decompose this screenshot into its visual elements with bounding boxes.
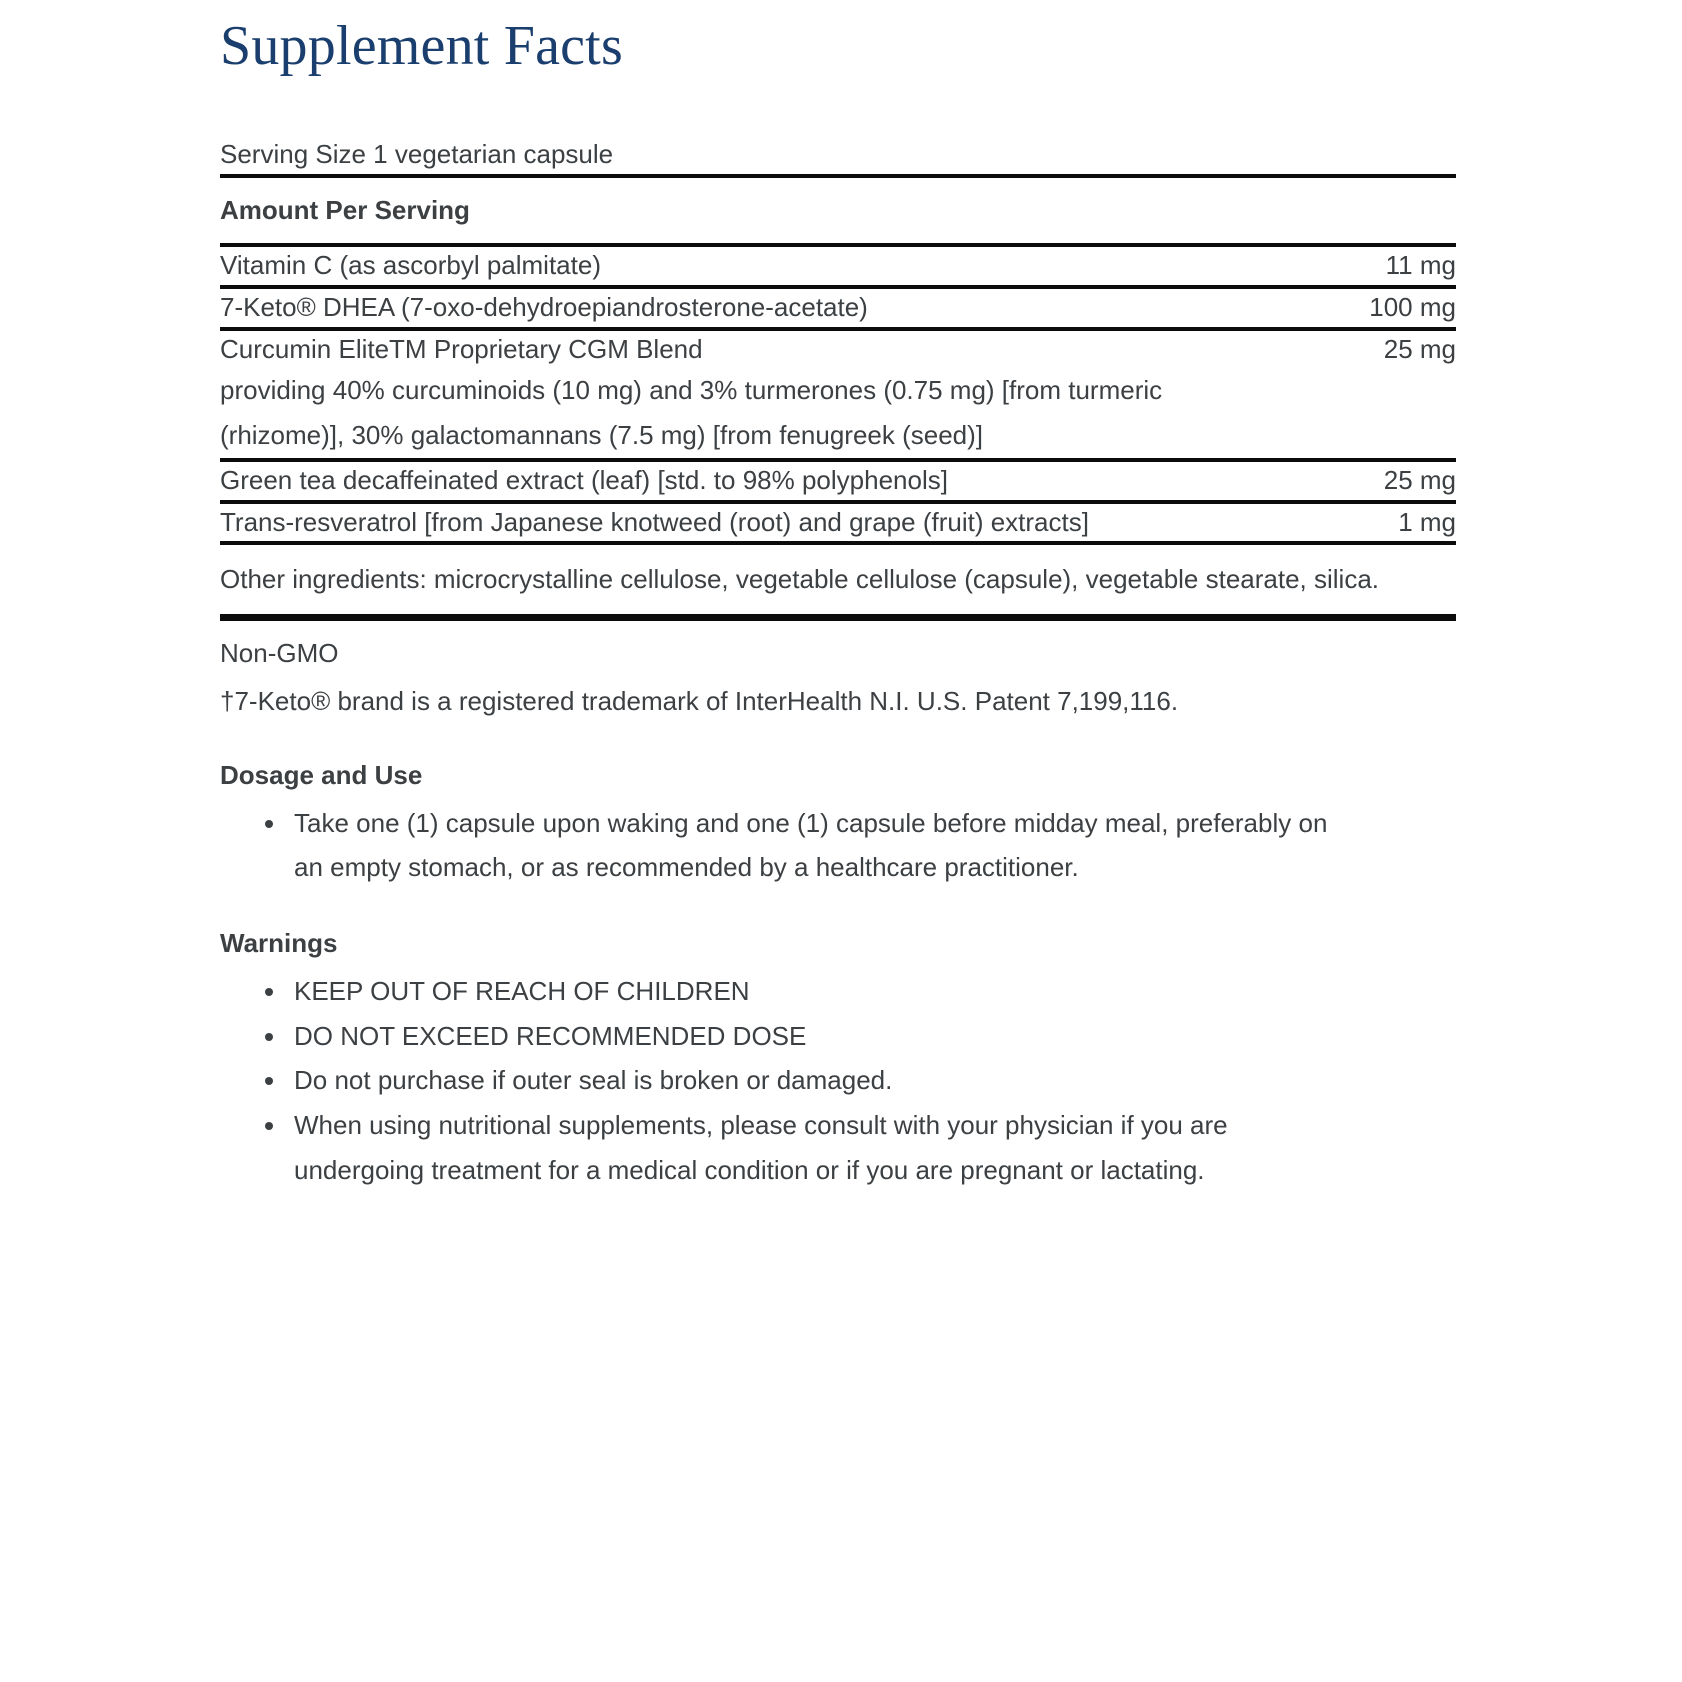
ingredient-label: Green tea decaffeinated extract (leaf) [std. to 98% polyphenols] (220, 464, 948, 495)
table-row (220, 331, 1456, 369)
table-row-detail (220, 368, 1456, 457)
table-row (220, 462, 1456, 500)
supplement-facts-panel (220, 0, 1456, 1193)
divider-footnotes (220, 614, 1456, 621)
facts-row-green-tea (220, 462, 1456, 500)
ingredient-label: 7-Keto® DHEA (7-oxo-dehydroepiandrosterone-acetate) (220, 292, 868, 323)
blend-detail-amount-spacer (1266, 368, 1456, 457)
ingredient-amount: 25 mg (1383, 464, 1456, 495)
facts-row-7-keto-dhea (220, 289, 1456, 327)
non-gmo-text: Non-GMO (220, 637, 339, 668)
list-item: • When using nutritional supplements, please consult with your physician if you are undergoing treatment for a medical condition or if you are pregnant or lactating. (288, 1103, 1354, 1192)
footnotes-block (220, 621, 1456, 722)
facts-row-trans-resveratrol (220, 504, 1456, 542)
ingredient-amount: 11 mg (1385, 250, 1456, 281)
ingredient-label: Vitamin C (as ascorbyl palmitate) (220, 250, 601, 281)
trademark-text: †7-Keto® brand is a registered trademark of InterHealth N.I. U.S. Patent 7,199,116. (220, 686, 1179, 717)
blend-detail-text: providing 40% curcuminoids (10 mg) and 3% turmerones (0.75 mg) [from turmeric (rhizome)], 30% galactomannans (7.5 mg) [from fenugreek (seed)] (220, 375, 1163, 451)
ingredient-amount: 1 mg (1398, 506, 1456, 537)
page-title: Supplement Facts (220, 15, 623, 77)
ingredient-label: Curcumin EliteTM Proprietary CGM Blend (220, 333, 703, 364)
ingredient-label: Trans-resveratrol [from Japanese knotweed (root) and grape (fruit) extracts] (220, 506, 1089, 537)
dosage-and-use-section (220, 760, 1456, 890)
other-ingredients-text: Other ingredients: microcrystalline cellulose, vegetable cellulose (capsule), vegetable stearate, silica. (220, 564, 1380, 595)
facts-row-vitamin-c (220, 247, 1456, 285)
amount-per-serving-header: Amount Per Serving (220, 194, 470, 225)
table-row (220, 289, 1456, 327)
list-item: • KEEP OUT OF REACH OF CHILDREN (288, 969, 1354, 1014)
list-item: • Take one (1) capsule upon waking and one (1) capsule before midday meal, preferably on an empty stomach, or as recommended by a healthcare practitioner. (288, 801, 1354, 890)
list-item: • Do not purchase if outer seal is broken or damaged. (288, 1058, 1354, 1103)
ingredient-amount: 25 mg (1383, 333, 1456, 364)
serving-size-text: Serving Size 1 vegetarian capsule (220, 139, 614, 169)
warnings-section (220, 928, 1456, 1193)
table-row (220, 247, 1456, 285)
dosage-list (220, 801, 1456, 890)
facts-row-curcumin-blend (220, 331, 1456, 458)
warnings-heading: Warnings (220, 928, 338, 958)
ingredient-amount: 100 mg (1369, 292, 1456, 323)
dosage-heading: Dosage and Use (220, 759, 423, 790)
warnings-list (220, 969, 1456, 1193)
list-item: • DO NOT EXCEED RECOMMENDED DOSE (288, 1014, 1354, 1059)
table-row (220, 504, 1456, 542)
